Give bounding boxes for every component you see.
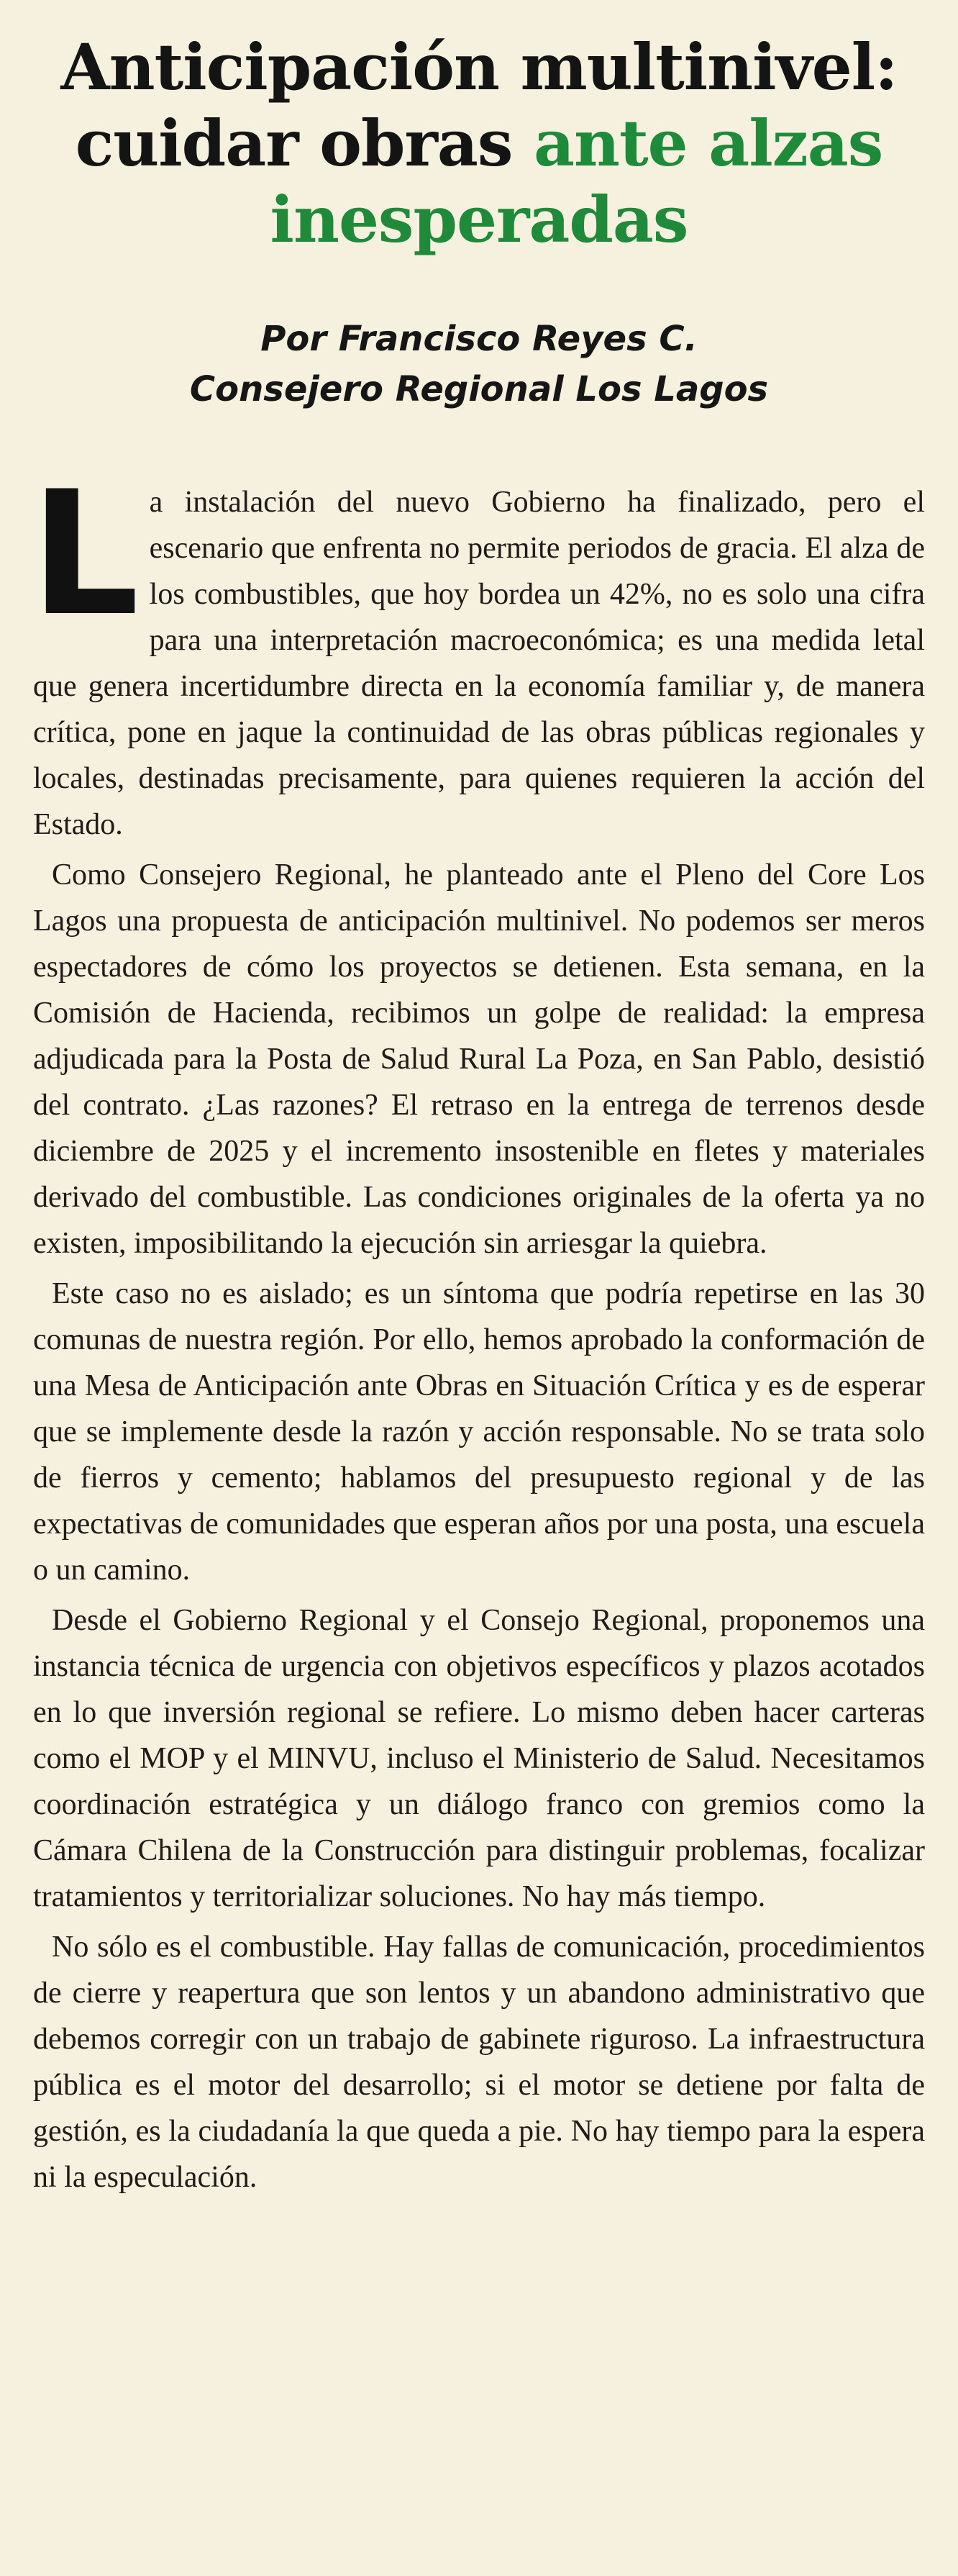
paragraph-1 — [30, 455, 925, 848]
byline-role: Consejero Regional Los Lagos — [189, 369, 769, 409]
paragraph-3: Este caso no es aislado; es un síntoma que podría repetirse en las 30 comunas de nuestra región. Por ello, hemos aprobado la conformación de una Mesa de Anticipación ante Obras en Situación Crítica y es de esperar que se implemente desde la razón y acción responsable. No se trata solo de fierros y cemento; hablamos del presupuesto regional y de las expectativas de comunidades que esperan años por una posta, una escuela o un camino. — [33, 1277, 925, 1587]
byline — [33, 314, 925, 414]
byline-author: Por Francisco Reyes C. — [260, 319, 698, 359]
paragraph-2: Como Consejero Regional, he planteado ante el Pleno del Core Los Lagos una propuesta de anticipación multinivel. No podemos ser meros espectadores de cómo los proyectos se detienen. Esta semana, en la Comisión de Hacienda, recibimos un golpe de realidad: la empresa adjudicada para la Posta de Salud Rural La Poza, en San Pablo, desistió del contrato. ¿Las razones? El retraso en la entrega de terrenos desde diciembre de 2025 y el incremento insostenible en fletes y materiales derivado del combustible. Las condiciones originales de la oferta ya no existen, imposibilitando la ejecución sin arriesgar la quiebra. — [33, 858, 925, 1260]
headline — [33, 29, 925, 258]
paragraph-5: No sólo es el combustible. Hay fallas de comunicación, procedimientos de cierre y reapertura que son lentos y un abandono administrativo que debemos corregir con un trabajo de gabinete riguroso. La infraestructura pública es el motor del desarrollo; si el motor se detiene por falta de gestión, es la ciudadanía la que queda a pie. No hay tiempo para la espera ni la especulación. — [33, 1931, 925, 2194]
headline-main: Anticipación multinivel: cuidar obras — [60, 30, 898, 181]
drop-cap: L — [30, 455, 140, 654]
headline-accent: ante alzas inesperadas — [270, 106, 883, 257]
paragraph-1-text: a instalación del nuevo Gobierno ha finalizado, pero el escenario que enfrenta no permite periodos de gracia. El alza de los combustibles, que hoy bordea un 42%, no es solo una cifra para una interpretación macroeconómica; es una medida letal que genera incertidumbre directa en la economía familiar y, de manera crítica, pone en jaque la continuidad de las obras públicas regionales y locales, destinadas precisamente, para quienes requieren la acción del Estado. — [33, 486, 925, 841]
article-body — [30, 455, 925, 2200]
paragraph-4: Desde el Gobierno Regional y el Consejo Regional, proponemos una instancia técnica de urgencia con objetivos específicos y plazos acotados en lo que inversión regional se refiere. Lo mismo deben hacer carteras como el MOP y el MINVU, incluso el Ministerio de Salud. Necesitamos coordinación estratégica y un diálogo franco con gremios como la Cámara Chilena de la Construcción para distinguir problemas, focalizar tratamientos y territorializar soluciones. No hay más tiempo. — [33, 1604, 925, 1913]
